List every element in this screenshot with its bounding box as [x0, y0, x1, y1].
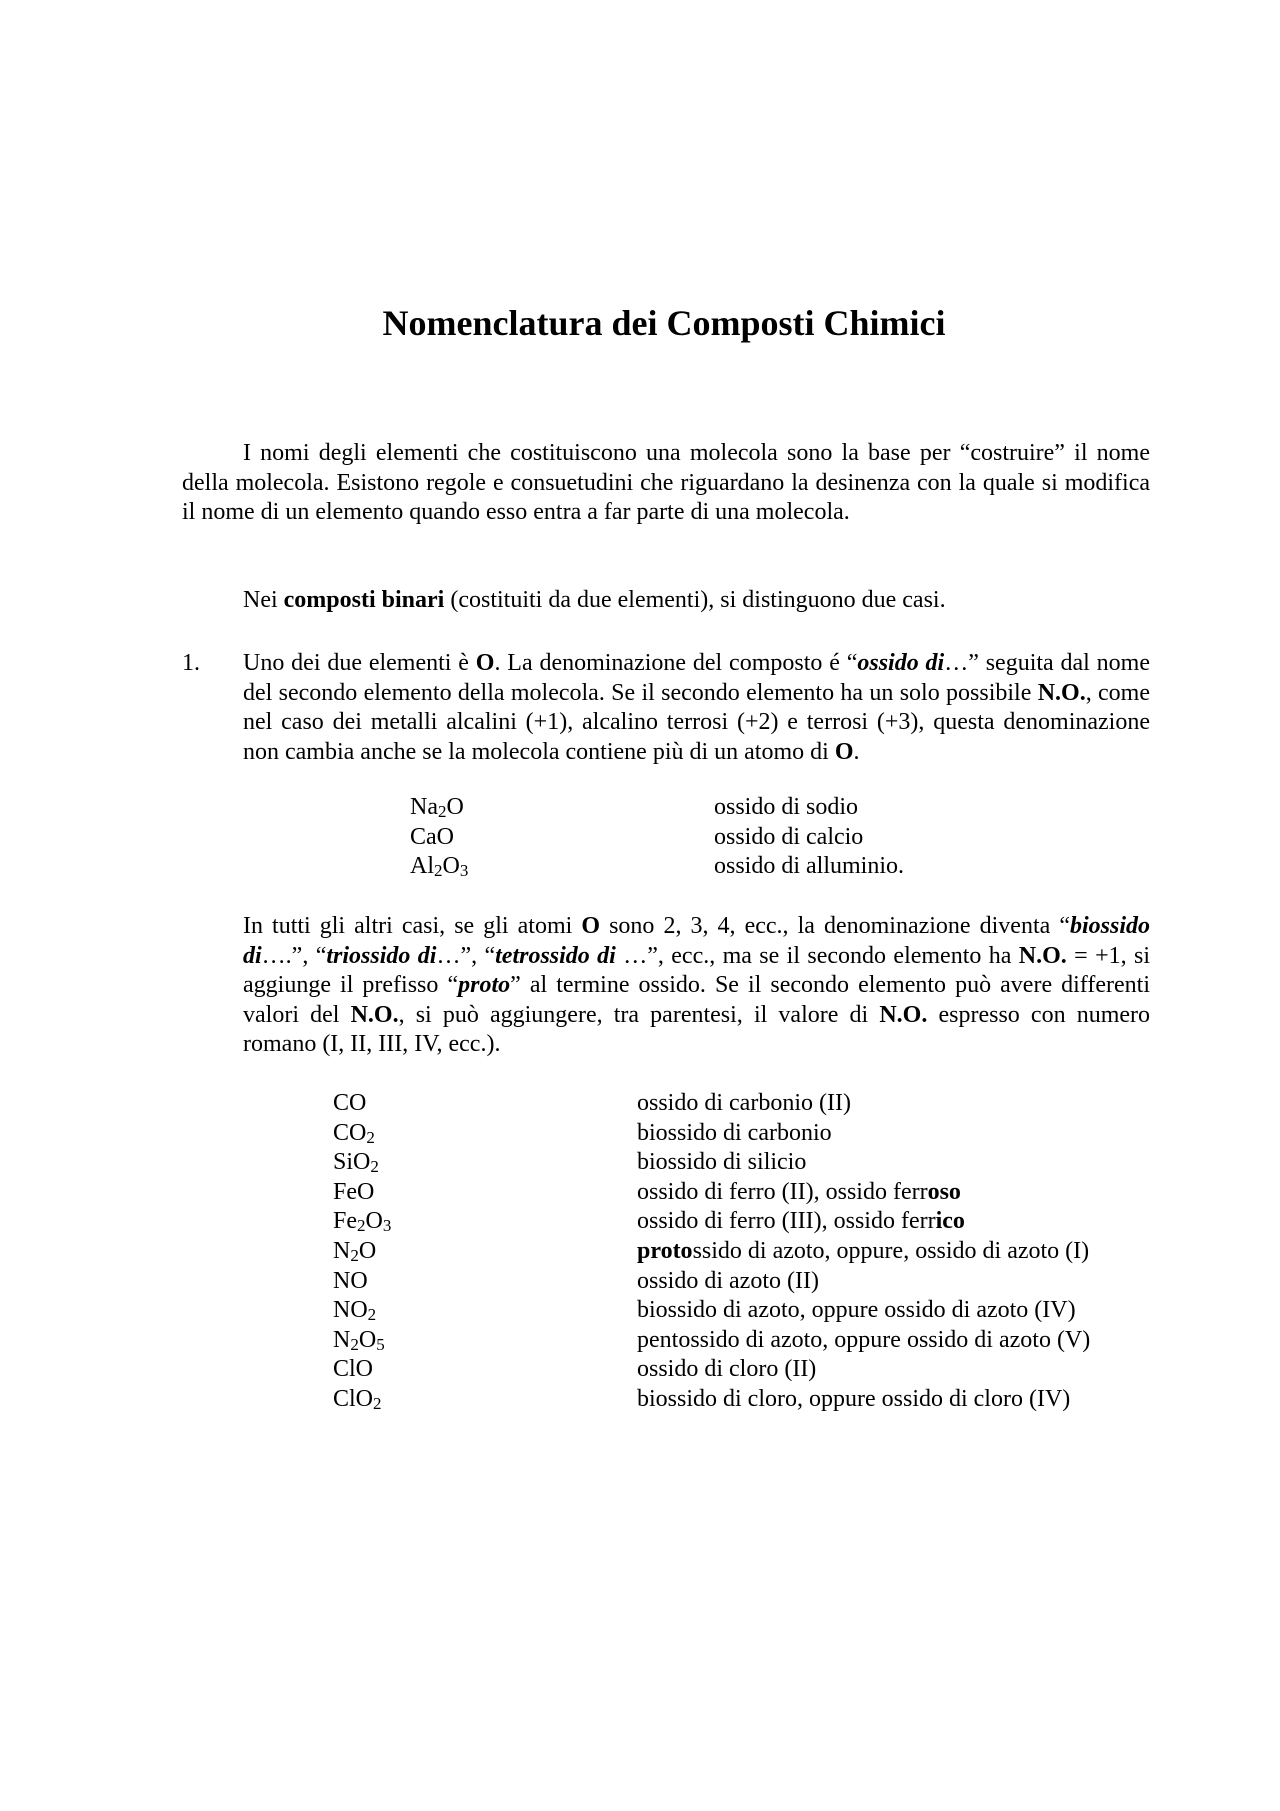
formula-cell	[333, 1326, 637, 1356]
page-title: Nomenclatura dei Composti Chimici	[382, 303, 946, 343]
compound-name: protossido di azoto, oppure, ossido di azoto (I)	[637, 1237, 1090, 1264]
compound-name: ossido di carbonio (II)	[637, 1090, 851, 1116]
binary-compounds-term: composti binari	[283, 587, 445, 613]
compound-name: ossido di azoto (II)	[637, 1267, 819, 1294]
formula-cell	[333, 1267, 637, 1297]
formula: CO	[333, 1090, 367, 1116]
table-row	[410, 852, 904, 882]
formula-cell	[333, 1355, 637, 1385]
compound-name: ossido di cloro (II)	[637, 1356, 817, 1383]
compound-name: biossido di azoto, oppure ossido di azoto (IV)	[637, 1297, 1076, 1324]
oxides-table-nomenclature	[333, 1089, 1090, 1415]
table-row	[410, 823, 904, 853]
formula: SiO$_2$	[333, 1149, 379, 1177]
compound-name: ossido di sodio	[714, 794, 859, 820]
table-row	[333, 1326, 1090, 1356]
formula-cell	[333, 1296, 637, 1326]
oxides-table-simple	[410, 793, 904, 882]
compound-name: ossido di alluminio.	[714, 853, 905, 880]
formula-cell	[333, 1119, 637, 1149]
formula: CaO	[410, 823, 454, 850]
table-row	[333, 1385, 1090, 1415]
formula: FeO	[333, 1178, 375, 1205]
formula: $Al_2O_3$	[410, 853, 469, 881]
formula: ClO$_2$	[333, 1385, 382, 1413]
compound-name: ossido di ferro (III), ossido ferrico	[637, 1208, 965, 1235]
table-row	[333, 1148, 1090, 1178]
other-cases-paragraph: In tutti gli altri casi, se gli atomi O sono 2, 3, 4, ecc., la denominazione diventa “biossido di….”, “triossido di…”, “tetrossido di …”, ecc., ma se il secondo elemento ha N.O. = +1, si aggiunge il prefisso “proto” al termine ossido. Se il secondo elemento può avere differenti valori del N.O., si può aggiungere, tra parentesi, il valore di N.O. espresso con numero romano (I, II, III, IV, ecc.).	[243, 913, 1151, 1058]
compound-name: biossido di silicio	[637, 1149, 807, 1176]
compound-name: ossido di ferro (II), ossido ferroso	[637, 1178, 961, 1205]
intro-paragraph: I nomi degli elementi che costituiscono una molecola sono la base per “costruire” il nome della molecola. Esistono regole e consuetudini che riguardano la desinenza con la quale si modifica il nome di un elemento quando esso entra a far parte di una molecola.	[182, 440, 1150, 526]
compound-name: biossido di carbonio	[637, 1119, 832, 1146]
table-row	[333, 1296, 1090, 1326]
formula: $Na_2O$	[410, 794, 464, 821]
formula: $N_2O$	[333, 1237, 377, 1265]
table-row	[333, 1178, 1090, 1208]
formula: $NO_2$	[333, 1297, 377, 1325]
formula: $CO_2$	[333, 1119, 375, 1147]
compound-name: biossido di cloro, oppure ossido di cloro (IV)	[637, 1385, 1071, 1412]
formula: ClO	[333, 1356, 374, 1383]
formula-cell	[333, 1207, 637, 1237]
formula-cell	[410, 852, 714, 882]
table-row	[333, 1207, 1090, 1237]
formula-cell	[333, 1148, 637, 1178]
table-row	[333, 1089, 1090, 1119]
table-row	[333, 1355, 1090, 1385]
formula: $N_2O_5$	[333, 1326, 385, 1354]
table-row	[333, 1119, 1090, 1149]
formula-cell	[333, 1178, 637, 1208]
compound-name: ossido di calcio	[714, 823, 864, 850]
case-1-number: 1.	[182, 650, 200, 676]
table-row	[410, 793, 904, 823]
formula: $Fe_2O_3$	[333, 1208, 392, 1236]
compound-name: pentossido di azoto, oppure ossido di azoto (V)	[637, 1326, 1091, 1353]
table-row	[333, 1267, 1090, 1297]
binary-compounds-paragraph: Nei composti binari (costituiti da due elementi), si distinguono due casi.	[243, 587, 946, 613]
formula: NO	[333, 1267, 368, 1294]
case-1-paragraph: Uno dei due elementi è O. La denominazione del composto é “ossido di…” seguita dal nome del secondo elemento della molecola. Se il secondo elemento ha un solo possibile N.O., come nel caso dei metalli alcalini (+1), alcalino terrosi (+2) e terrosi (+3), questa denominazione non cambia anche se la molecola contiene più di un atomo di O.	[243, 650, 1151, 765]
table-row	[333, 1237, 1090, 1267]
formula-cell	[410, 793, 714, 823]
formula-cell	[333, 1237, 637, 1267]
formula-cell	[410, 823, 714, 853]
formula-cell	[333, 1385, 637, 1415]
formula-cell	[333, 1089, 637, 1119]
